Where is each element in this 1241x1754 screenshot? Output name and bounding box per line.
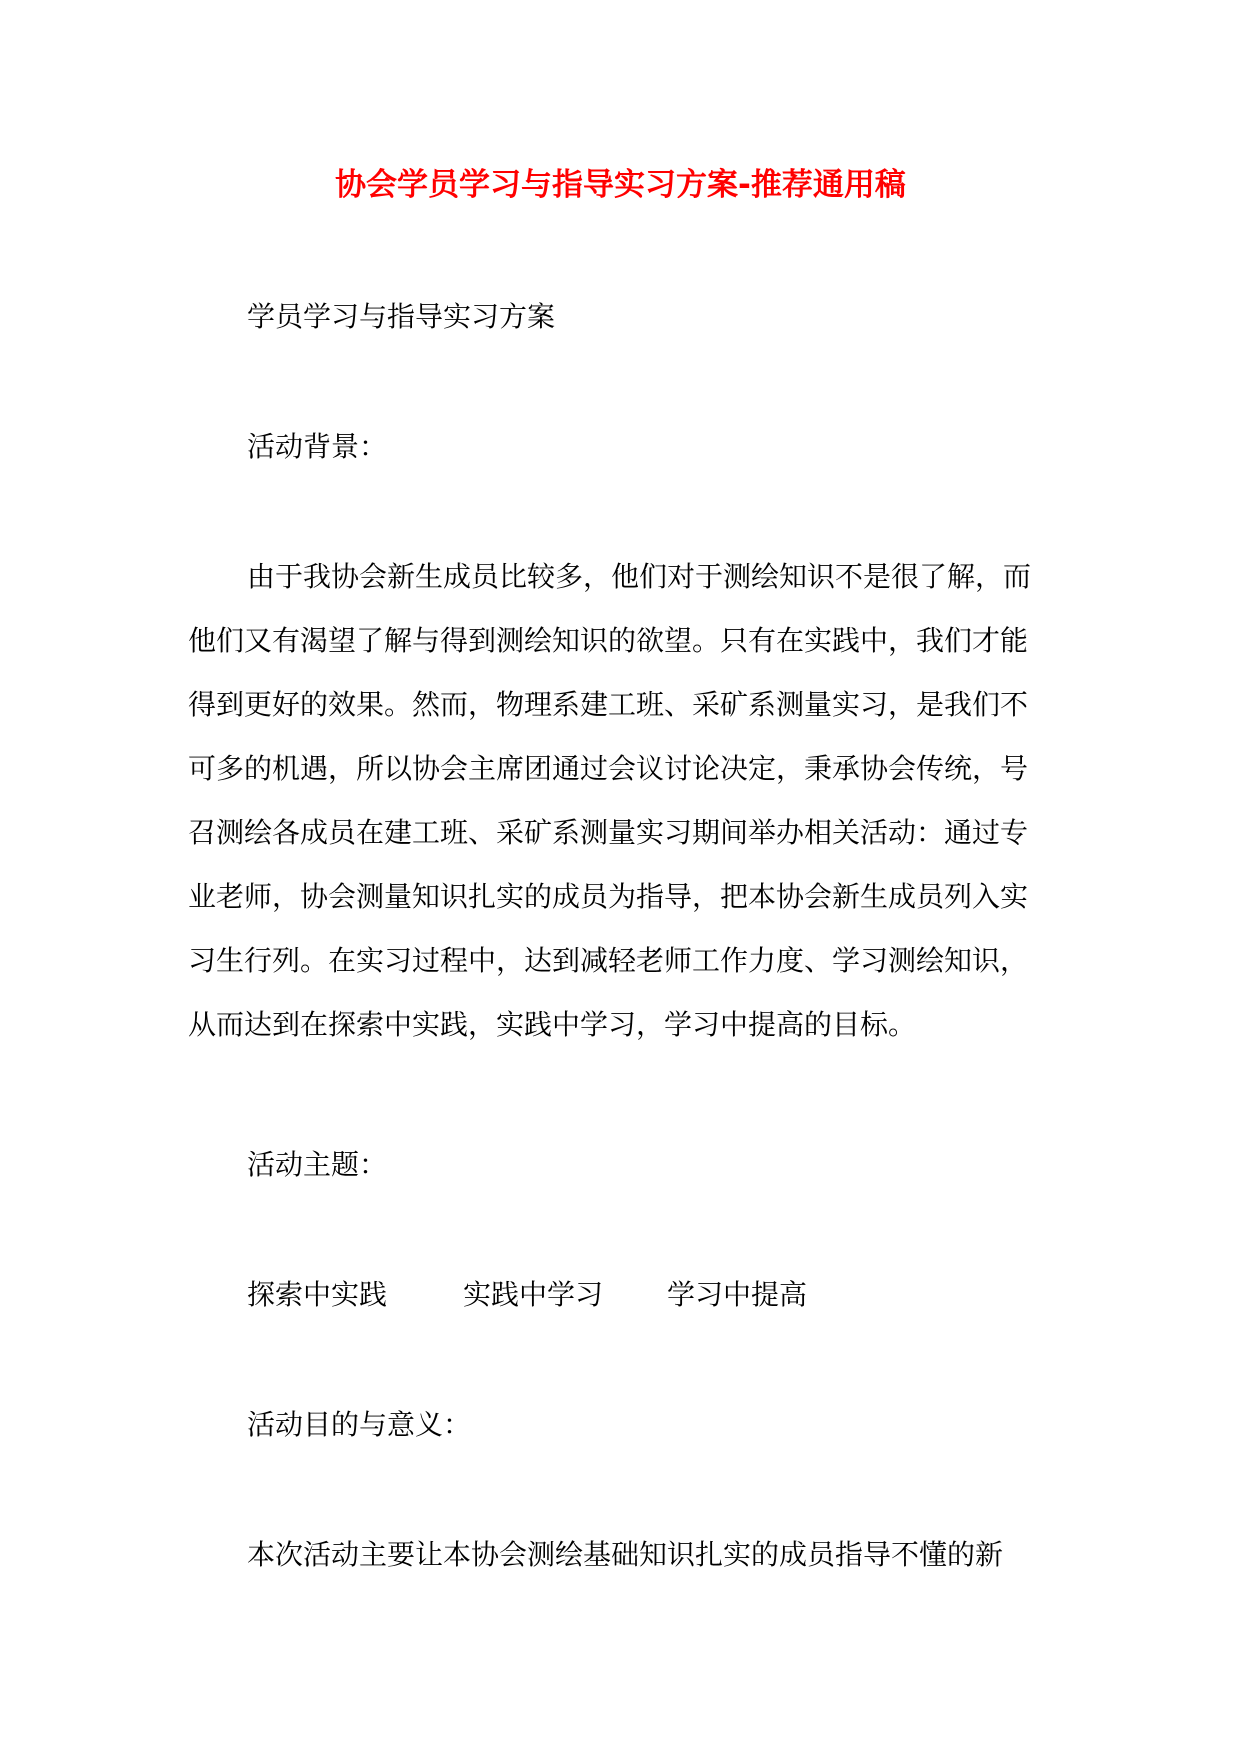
theme-item: 学习中提高 [667,1278,808,1311]
document-subtitle: 学员学习与指导实习方案 [247,300,556,333]
section-heading-purpose: 活动目的与意义： [247,1408,472,1441]
background-paragraph-line: 习生行列。在实习过程中，达到减轻老师工作力度、学习测绘知识， [188,944,1029,977]
purpose-paragraph-line: 本次活动主要让本协会测绘基础知识扎实的成员指导不懂的新 [247,1538,1004,1571]
theme-item: 实践中学习 [463,1278,604,1311]
background-paragraph-line: 业老师，协会测量知识扎实的成员为指导，把本协会新生成员列入实 [188,880,1029,913]
section-heading-background: 活动背景： [247,430,388,463]
document-title: 协会学员学习与指导实习方案-推荐通用稿 [335,167,906,203]
background-paragraph-line: 从而达到在探索中实践，实践中学习，学习中提高的目标。 [188,1008,917,1041]
background-paragraph-line: 召测绘各成员在建工班、采矿系测量实习期间举办相关活动：通过专 [188,816,1029,849]
theme-item: 探索中实践 [247,1278,388,1311]
background-paragraph-line: 由于我协会新生成员比较多，他们对于测绘知识不是很了解，而 [247,560,1032,593]
section-heading-theme: 活动主题： [247,1148,388,1181]
background-paragraph-line: 可多的机遇，所以协会主席团通过会议讨论决定，秉承协会传统，号 [188,752,1029,785]
background-paragraph-line: 得到更好的效果。然而，物理系建工班、采矿系测量实习，是我们不 [188,688,1029,721]
background-paragraph-line: 他们又有渴望了解与得到测绘知识的欲望。只有在实践中，我们才能 [188,624,1029,657]
